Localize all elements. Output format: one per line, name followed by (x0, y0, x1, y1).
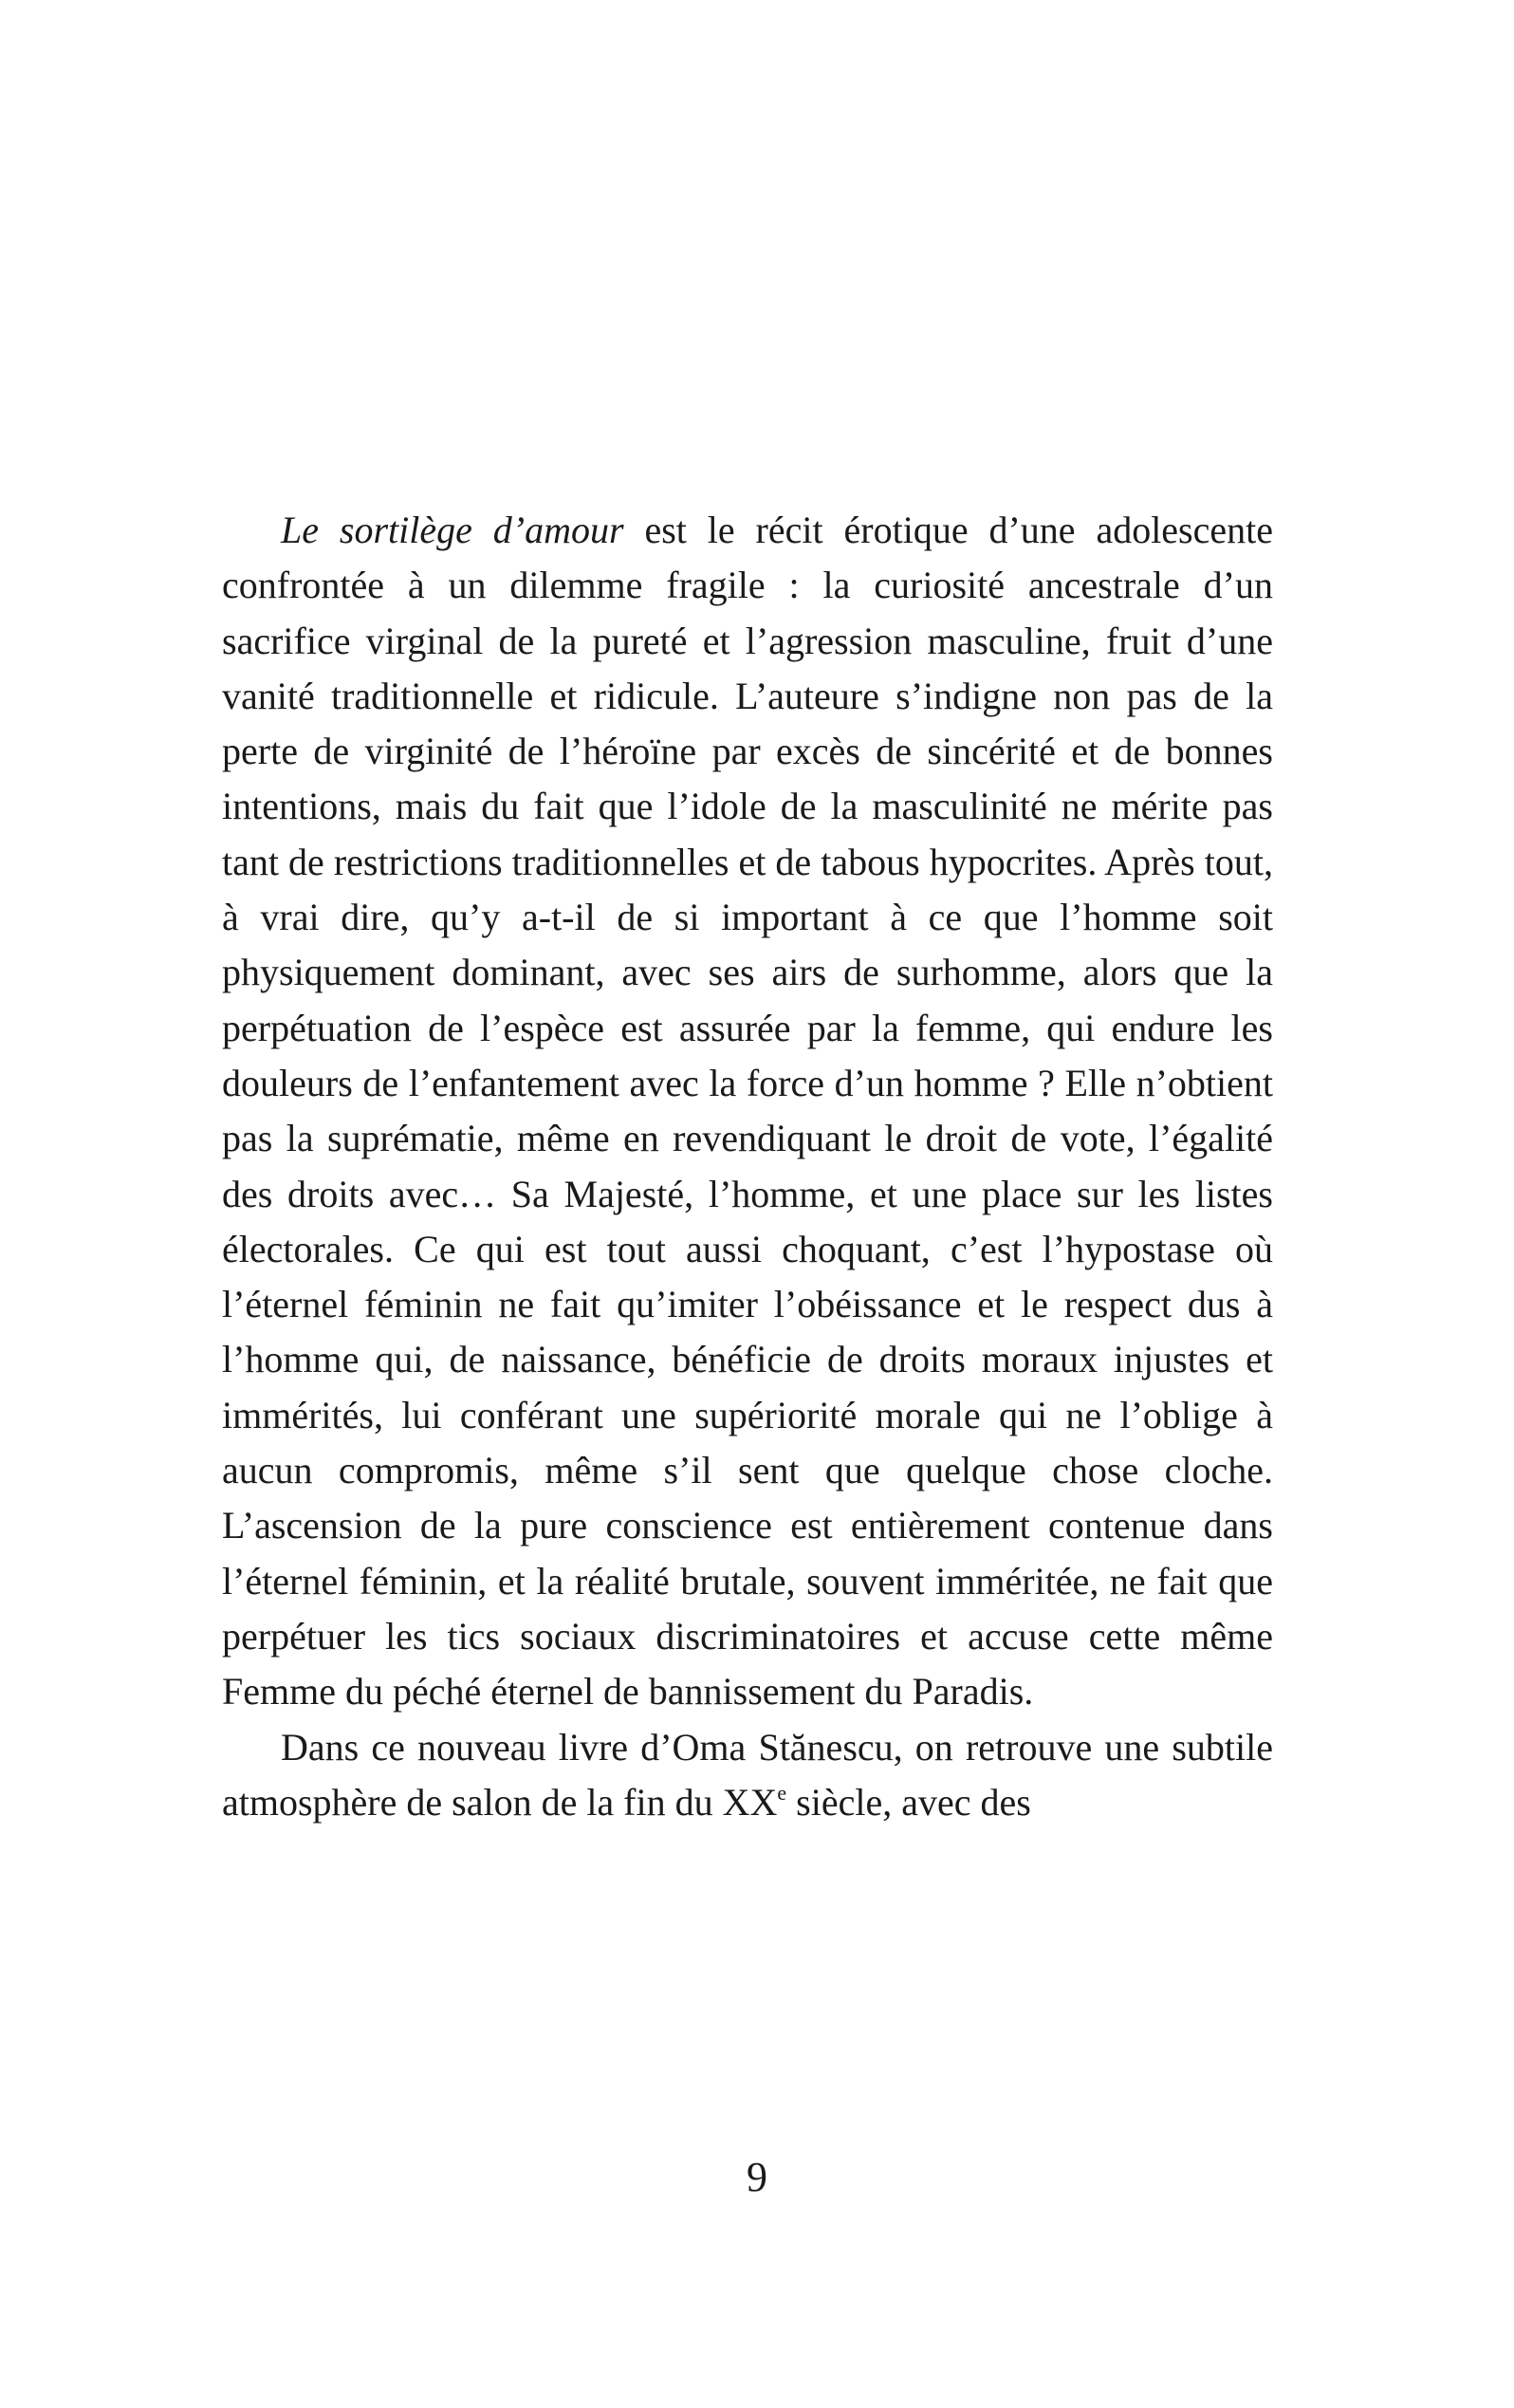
page-number: 9 (747, 2154, 767, 2200)
paragraph-1-body: est le récit érotique d’une adolescente confrontée à un dilemme fragile : la curiosité ancestrale d’un sacrifice virginal de la pureté et l’agression masculine, fruit d’une vanité traditionnelle et ridicule. L’auteure s’indigne non pas de la perte de virginité de l’héroïne par excès de sincérité et de bonnes intentions, mais du fait que l’idole de la masculinité ne mérite pas tant de restrictions traditionnelles et de tabous hypocrites. Après tout, à vrai dire, qu’y a-t-il de si important à ce que l’homme soit physiquement dominant, avec ses airs de surhomme, alors que la perpétuation de l’espèce est assurée par la femme, qui endure les douleurs de l’enfantement avec la force d’un homme ? Elle n’obtient pas la suprématie, même en revendiquant le droit de vote, l’égalité des droits avec… Sa Majesté, l’homme, et une place sur les listes électorales. Ce qui est tout aussi choquant, c’est l’hypostase où l’éternel féminin ne fait qu’imiter l’obéissance et le respect dus à l’homme qui, de naissance, bénéficie de droits moraux injustes et immérités, lui conférant une supériorité morale qui ne l’oblige à aucun compromis, même s’il sent que quelque chose cloche. L’ascension de la pure conscience est entièrement contenue dans l’éternel féminin, et la réalité brutale, souvent imméritée, ne fait que perpétuer les tics sociaux discriminatoires et accuse cette même Femme du péché éternel de bannissement du Paradis. (222, 509, 1273, 1713)
century-superscript: e (777, 1781, 787, 1806)
book-title: Le sortilège d’amour (281, 509, 624, 551)
main-text (222, 503, 1273, 1830)
paragraph-2-start: Dans ce nouveau livre d’Oma Stănescu, on retrouve une subtile atmosphère de salon de la fin du XX (222, 1725, 1273, 1824)
paragraph-2-end: siècle, avec des (786, 1780, 1031, 1824)
paragraph-1 (222, 503, 1273, 1720)
paragraph-2 (222, 1720, 1273, 1831)
